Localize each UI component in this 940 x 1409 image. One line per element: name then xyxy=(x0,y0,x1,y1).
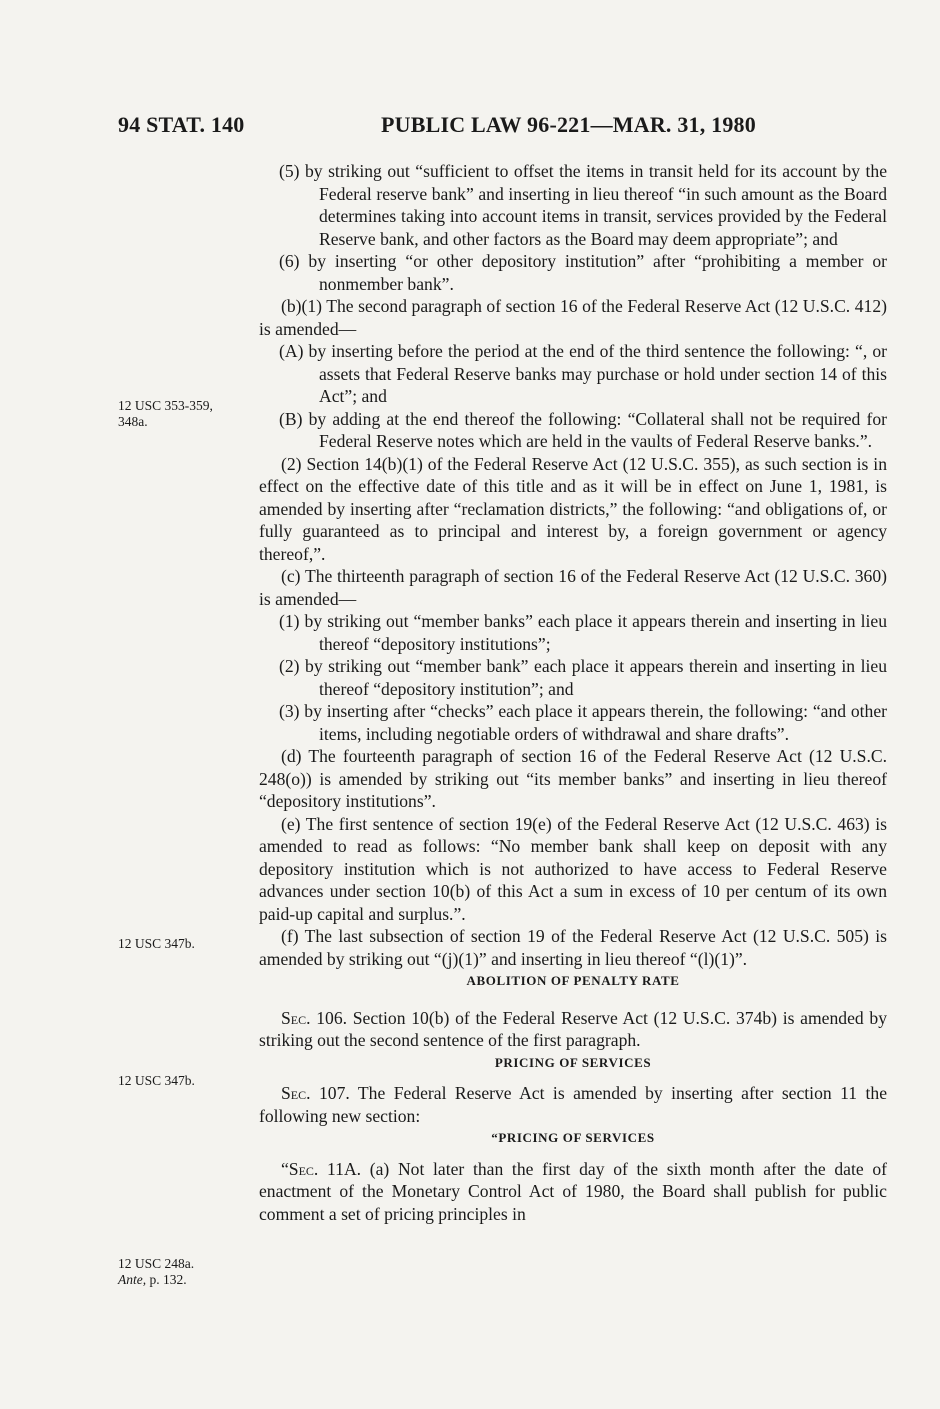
margin-note-usc-347b-2: 12 USC 347b. xyxy=(118,1073,195,1088)
paragraph: (d) The fourteenth paragraph of section 16 of the Federal Reserve Act (12 U.S.C. 248(o)) is amended by striking out “its member banks” and inserting in lieu thereof “depository institutions”. xyxy=(259,746,887,811)
body-text xyxy=(259,160,887,1225)
paragraph: (b)(1) The second paragraph of section 16 of the Federal Reserve Act (12 U.S.C. 412) is amended— xyxy=(259,296,887,339)
section-heading: PRICING OF SERVICES xyxy=(494,1054,652,1070)
paragraph: (5) by striking out “sufficient to offset the items in transit held for its account by the Federal reserve bank” and inserting in lieu thereof “in such amount as the Board determines taking into account items in transit, services provided by the Federal Reserve bank, and other factors as the Board may deem appropriate”; and xyxy=(279,161,887,249)
paragraph: (3) by inserting after “checks” each place it appears therein, the following: “and other items, including negotiable orders of withdrawal and share drafts”. xyxy=(279,701,887,744)
margin-note-usc-248a: 12 USC 248a. Ante, p. 132. xyxy=(118,1256,195,1287)
section-heading: “PRICING OF SERVICES xyxy=(491,1130,655,1145)
paragraph: (B) by adding at the end thereof the following: “Collateral shall not be required for Federal Reserve notes which are held in the vaults of Federal Reserve banks.”. xyxy=(279,408,887,451)
paragraph: (A) by inserting before the period at the end of the third sentence the following: “, or assets that Federal Reserve banks may purchase or hold under section 14 of this Act”; and xyxy=(279,341,887,406)
section-heading: ABOLITION OF PENALTY RATE xyxy=(466,973,680,988)
margin-note-usc-353: 12 USC 353-359, 348a. xyxy=(118,398,213,429)
paragraph: Sec. 107. The Federal Reserve Act is amended by inserting after section 11 the following new section: xyxy=(259,1083,887,1126)
margin-note-usc-347b-1: 12 USC 347b. xyxy=(118,936,195,951)
paragraph: (e) The first sentence of section 19(e) of the Federal Reserve Act (12 U.S.C. 463) is amended to read as follows: “No member bank shall keep on deposit with any depository institution which is not authorized to have access to Federal Reserve advances under section 10(b) of this Act a sum in excess of 10 per centum of its own paid-up capital and surplus.”. xyxy=(259,813,887,924)
stat-citation: 94 STAT. 140 xyxy=(118,112,245,137)
paragraph: (1) by striking out “member banks” each place it appears therein and inserting in lieu thereof “depository institutions”; xyxy=(279,611,887,654)
paragraph: (6) by inserting “or other depository institution” after “prohibiting a member or nonmember bank”. xyxy=(279,251,887,294)
paragraph: (c) The thirteenth paragraph of section 16 of the Federal Reserve Act (12 U.S.C. 360) is amended— xyxy=(259,566,887,609)
public-law-title: PUBLIC LAW 96-221—MAR. 31, 1980 xyxy=(381,112,756,137)
paragraph: (2) Section 14(b)(1) of the Federal Reserve Act (12 U.S.C. 355), as such section is in effect on the effective date of this title and as it will be in effect on June 1, 1981, is amended by inserting after “reclamation districts,” the following: “and obligations of, or fully guaranteed as to principal and interest by, a foreign government or agency thereof,”. xyxy=(259,453,887,564)
paragraph: (f) The last subsection of section 19 of the Federal Reserve Act (12 U.S.C. 505) is amended by striking out “(j)(1)” and inserting in lieu thereof “(l)(1)”. xyxy=(259,926,887,969)
paragraph: “Sec. 11A. (a) Not later than the first day of the sixth month after the date of enactment of the Monetary Control Act of 1980, the Board shall publish for public comment a set of pricing principles in xyxy=(259,1158,887,1224)
paragraph: (2) by striking out “member bank” each place it appears therein and inserting in lieu thereof “depository institution”; and xyxy=(279,656,887,699)
paragraph: Sec. 106. Section 10(b) of the Federal Reserve Act (12 U.S.C. 374b) is amended by striking out the second sentence of the first paragraph. xyxy=(259,1007,887,1050)
